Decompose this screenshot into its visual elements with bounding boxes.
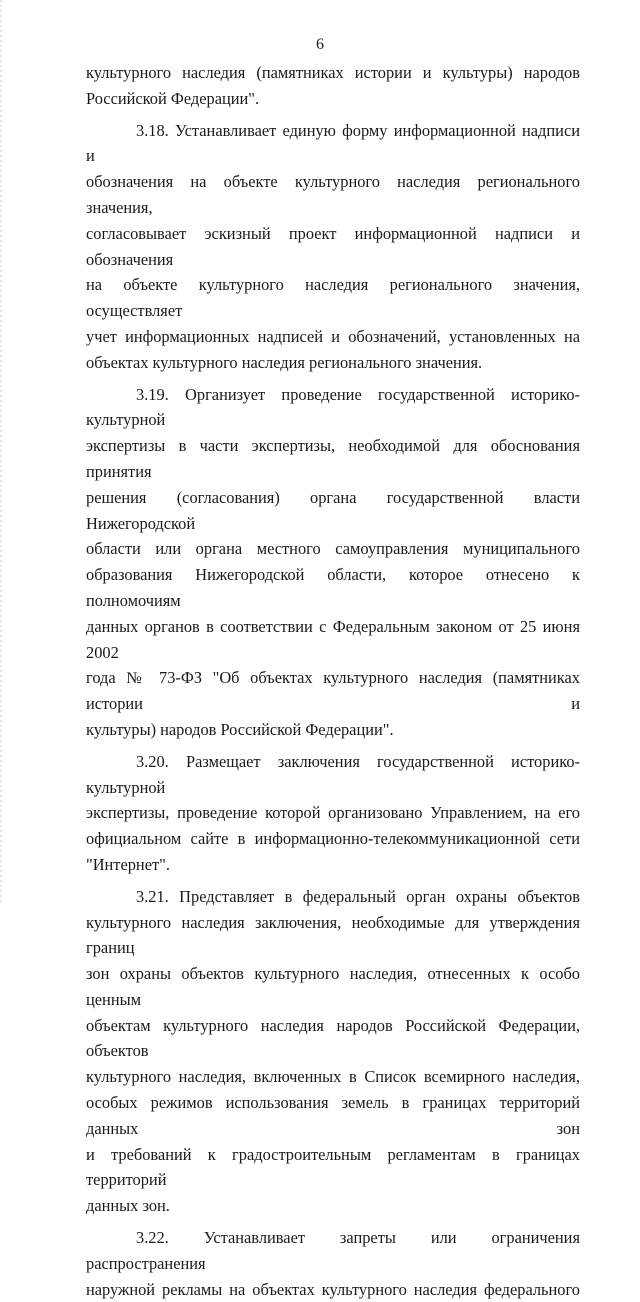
text-line: культурного наследия (памятниках истории и культуры) народов — [86, 63, 580, 82]
text-line: и требований к градостроительным регламентам в границах территорий — [86, 1144, 580, 1190]
paragraph-continuation — [86, 60, 580, 112]
text-line: экспертизы в части экспертизы, необходимой для обоснования принятия — [86, 436, 580, 481]
text-line: области или органа местного самоуправления муниципального — [86, 539, 580, 559]
paragraph-3-22 — [86, 1225, 580, 1302]
text-line: экспертизы, проведение которой организовано Управлением, на его — [86, 803, 580, 823]
text-line: объектам культурного наследия народов Российской Федерации, объектов — [86, 1015, 580, 1061]
text-line: особых режимов использования земель в границах территорий данных зон — [86, 1093, 580, 1138]
document-body — [86, 60, 580, 1302]
text-line: культуры) народов Российской Федерации". — [86, 719, 394, 739]
text-line: 3.18. Устанавливает единую форму информационной надписи и — [86, 120, 580, 166]
text-line: объектах культурного наследия регионального значения. — [86, 352, 483, 372]
text-line: культурного наследия, включенных в Список всемирного наследия, — [86, 1067, 580, 1087]
paragraph-3-19 — [86, 382, 580, 743]
text-line: на объекте культурного наследия регионального значения, осуществляет — [86, 275, 580, 321]
paragraph-3-20 — [86, 749, 580, 878]
page-number: 6 — [316, 36, 324, 53]
text-line: 3.21. Представляет в федеральный орган охраны объектов — [136, 886, 580, 906]
text-line: данных зон. — [86, 1196, 170, 1216]
text-line: данных органов в соответствии с Федеральным законом от 25 июня 2002 — [86, 616, 580, 662]
text-line: образования Нижегородской области, которое отнесено к полномочиям — [86, 565, 580, 610]
text-line: учет информационных надписей и обозначений, установленных на — [86, 326, 580, 346]
text-line: официальном сайте в информационно-телекоммуникационной сети — [86, 829, 580, 849]
text-line: "Интернет". — [86, 854, 170, 874]
text-line: решения (согласования) органа государственной власти Нижегородской — [86, 487, 580, 533]
text-line: зон охраны объектов культурного наследия, отнесенных к особо ценным — [86, 964, 580, 1009]
text-line: 3.20. Размещает заключения государственной историко-культурной — [86, 751, 580, 797]
text-line: согласовывает эскизный проект информационной надписи и обозначения — [86, 223, 580, 269]
text-line: обозначения на объекте культурного наследия регионального значения, — [86, 172, 580, 217]
text-line: Российской Федерации". — [86, 88, 260, 108]
paragraph-3-18 — [86, 118, 580, 376]
text-line: 3.22. Устанавливает запреты или ограничения распространения — [86, 1228, 580, 1273]
text-line: культурного наследия заключения, необходимые для утверждения границ — [86, 912, 580, 958]
text-line: наружной рекламы на объектах культурного наследия федерального — [86, 1279, 580, 1299]
scan-edge-mark — [0, 0, 2, 905]
paragraph-3-21 — [86, 884, 580, 1219]
text-line: года № 73-ФЗ "Об объектах культурного наследия (памятниках истории и — [86, 668, 580, 714]
text-line: 3.19. Организует проведение государственной историко-культурной — [86, 384, 580, 430]
